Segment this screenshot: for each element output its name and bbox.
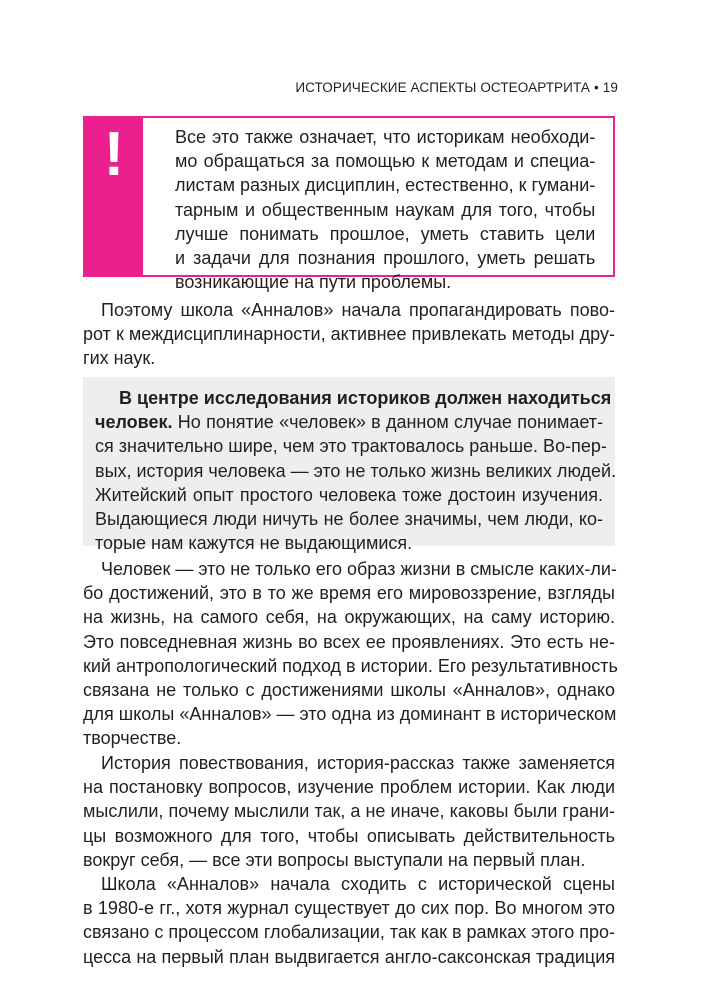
highlight-line: Житейский опыт простого человека тоже достоин изучения. [95, 484, 603, 505]
paragraph-line: Школа «Анналов» начала сходить с исторической сцены [101, 874, 615, 894]
highlight-line: Выдающиеся люди ничуть не более значимы, чем люди, ко- [95, 509, 603, 530]
highlight-line: торые нам кажутся не выдающимися. [95, 533, 413, 554]
paragraph-line: рот к междисциплинарности, активнее привлекать методы дру- [83, 324, 615, 345]
paragraph-line: на жизнь, на самого себя, на окружающих, на саму историю. [83, 607, 615, 628]
callout-line: Все это также означает, что историкам необходи- [175, 127, 596, 147]
paragraph-line: вокруг себя, — все эти вопросы выступали на первый план. [83, 849, 586, 870]
paragraph-line: связано с процессом глобализации, так как в рамках этого про- [83, 922, 615, 943]
paragraph-line: связана не только с достижениями школы «Анналов», однако [83, 680, 615, 701]
paragraph-line: для школы «Анналов» — это одна из доминант в историческом [83, 704, 617, 725]
paragraph-line: Это повседневная жизнь во всех ее проявлениях. Это есть не- [83, 631, 615, 652]
paragraph-line: мыслили, почему мыслили так, а не иначе, каковы были грани- [83, 801, 615, 822]
running-header [295, 80, 618, 95]
callout-line: и задачи для познания прошлого, уметь решать [175, 248, 596, 269]
paragraph-line: бо достижений, это в то же время его мировоззрение, взгляды [83, 583, 615, 604]
highlight-line-rest: Но понятие «человек» в данном случае понимает- [172, 412, 603, 433]
paragraph-line: кий антропологический подход в истории. Его результативность [83, 655, 618, 676]
paragraph-line: Человек — это не только его образ жизни в смысле каких-ли- [101, 559, 617, 579]
running-header-title: ИСТОРИЧЕСКИЕ АСПЕКТЫ ОСТЕОАРТРИТА [295, 80, 590, 95]
paragraph-human [83, 557, 618, 751]
paragraph-line: в 1980-е гг., хотя журнал существует до сих пор. Во многом это [83, 898, 615, 919]
paragraph-line: История повествования, история-рассказ также заменяется [101, 753, 615, 773]
highlight-line [95, 410, 603, 434]
paragraph-line: цесса на первый план выдвигается англо-саксонская традиция [83, 946, 615, 967]
paragraph-narrative [83, 751, 615, 872]
paragraph-interdisciplinary [83, 298, 615, 371]
callout-line: тарным и общественным наукам для того, чтобы [175, 199, 596, 220]
callout-accent-bar [85, 118, 143, 275]
callout-text [143, 118, 615, 293]
running-header-separator: • [593, 80, 599, 95]
paragraph-line: цы возможного для того, чтобы описывать действительность [83, 825, 615, 846]
highlight-bold-word: человек. [95, 412, 173, 433]
paragraph-line: гих наук. [83, 348, 156, 369]
page-number: 19 [602, 80, 618, 95]
paragraph-line: на постановку вопросов, изучение проблем истории. Как люди [83, 777, 615, 798]
callout-line: возникающие на пути проблемы. [175, 272, 452, 293]
exclamation-icon: ! [103, 120, 125, 189]
callout-box [83, 116, 615, 293]
highlight-line: вых, история человека — это не только жизнь великих людей. [95, 460, 617, 481]
highlight-box [83, 377, 617, 554]
highlight-line: ся значительно шире, чем это трактовалось раньше. Во-пер- [95, 436, 607, 457]
paragraph-line: творчестве. [83, 728, 182, 749]
paragraph-decline [83, 872, 615, 969]
paragraph-line: Поэтому школа «Анналов» начала пропагандировать пово- [101, 300, 615, 320]
callout-line: листам разных дисциплин, естественно, к гумани- [175, 175, 596, 196]
callout-line: мо обращаться за помощью к методам и специа- [175, 151, 596, 172]
highlight-bold-line: В центре исследования историков должен находиться [119, 388, 612, 408]
callout-line: лучше понимать прошлое, уметь ставить цели [175, 223, 596, 244]
